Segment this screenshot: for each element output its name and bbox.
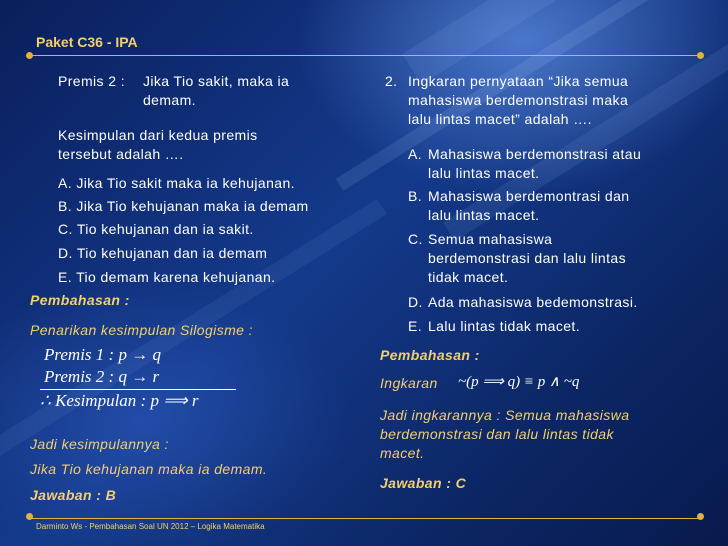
r-option-c-line2: berdemonstrasi dan lalu lintas xyxy=(428,250,626,266)
kesimpulan-line2: tersebut adalah …. xyxy=(58,146,184,162)
premis2-line1: Jika Tio sakit, maka ia xyxy=(143,73,290,89)
r-option-c-line1: Semua mahasiswa xyxy=(428,231,553,247)
ingkaran-label: Ingkaran xyxy=(380,375,438,391)
r-option-c-line3: tidak macet. xyxy=(428,269,509,285)
jadi-right-line1: Jadi ingkarannya : Semua mahasiswa xyxy=(380,407,630,423)
question2-line1: Ingkaran pernyataan “Jika semua xyxy=(408,73,629,89)
jadi-right-line2: berdemonstrasi dan lalu lintas tidak xyxy=(380,426,614,442)
premis2-label: Premis 2 : xyxy=(58,73,126,89)
jadi-right-line3: macet. xyxy=(380,445,425,461)
r-option-a-letter: A. xyxy=(408,146,423,162)
ingkaran-formula: ~(p ⟹ q) ≡ p ∧ ~q xyxy=(458,374,580,390)
syllogism-rule xyxy=(40,389,236,390)
r-option-b-line1: Mahasiswa berdemontrasi dan xyxy=(428,188,630,204)
jawaban-left: Jawaban : B xyxy=(30,487,117,503)
r-option-c-letter: C. xyxy=(408,231,423,247)
jadi-text-left: Jika Tio kehujanan maka ia demam. xyxy=(30,461,268,477)
option-c: C. Tio kehujanan dan ia sakit. xyxy=(58,221,254,237)
frame-corner-dot xyxy=(697,513,704,520)
r-option-a-line2: lalu lintas macet. xyxy=(428,165,540,181)
syllogism-premis2: Premis 2 : q → r xyxy=(44,367,160,386)
question2-line2: mahasiswa berdemonstrasi maka xyxy=(408,92,629,108)
question2-line3: lalu lintas macet” adalah …. xyxy=(408,111,592,127)
footer-credit: Darminto Ws - Pembahasan Soal UN 2012 – Logika Matematika xyxy=(36,522,265,531)
syllogism-conclusion: ∴ Kesimpulan : p ⟹ r xyxy=(40,391,199,410)
r-option-a-line1: Mahasiswa berdemonstrasi atau xyxy=(428,146,642,162)
jawaban-right: Jawaban : C xyxy=(380,475,467,491)
penarikan-label: Penarikan kesimpulan Silogisme : xyxy=(30,322,253,338)
option-b: B. Jika Tio kehujanan maka ia demam xyxy=(58,198,309,214)
r-option-e-letter: E. xyxy=(408,318,423,334)
r-option-e-line1: Lalu lintas tidak macet. xyxy=(428,318,581,334)
kesimpulan-line1: Kesimpulan dari kedua premis xyxy=(58,127,258,143)
pembahasan-label-left: Pembahasan : xyxy=(30,292,130,308)
slide-title: Paket C36 - IPA xyxy=(36,34,138,50)
jadi-label-left: Jadi kesimpulannya : xyxy=(30,436,169,452)
pembahasan-label-right: Pembahasan : xyxy=(380,347,480,363)
option-a: A. Jika Tio sakit maka ia kehujanan. xyxy=(58,175,295,191)
option-d: D. Tio kehujanan dan ia demam xyxy=(58,245,268,261)
question2-number: 2. xyxy=(385,73,398,89)
frame-corner-dot xyxy=(26,513,33,520)
r-option-b-letter: B. xyxy=(408,188,423,204)
option-e: E. Tio demam karena kehujanan. xyxy=(58,269,276,285)
r-option-b-line2: lalu lintas macet. xyxy=(428,207,540,223)
premis2-line2: demam. xyxy=(143,92,196,108)
syllogism-premis1: Premis 1 : p → q xyxy=(44,345,161,364)
r-option-d-line1: Ada mahasiswa bedemonstrasi. xyxy=(428,294,638,310)
r-option-d-letter: D. xyxy=(408,294,423,310)
